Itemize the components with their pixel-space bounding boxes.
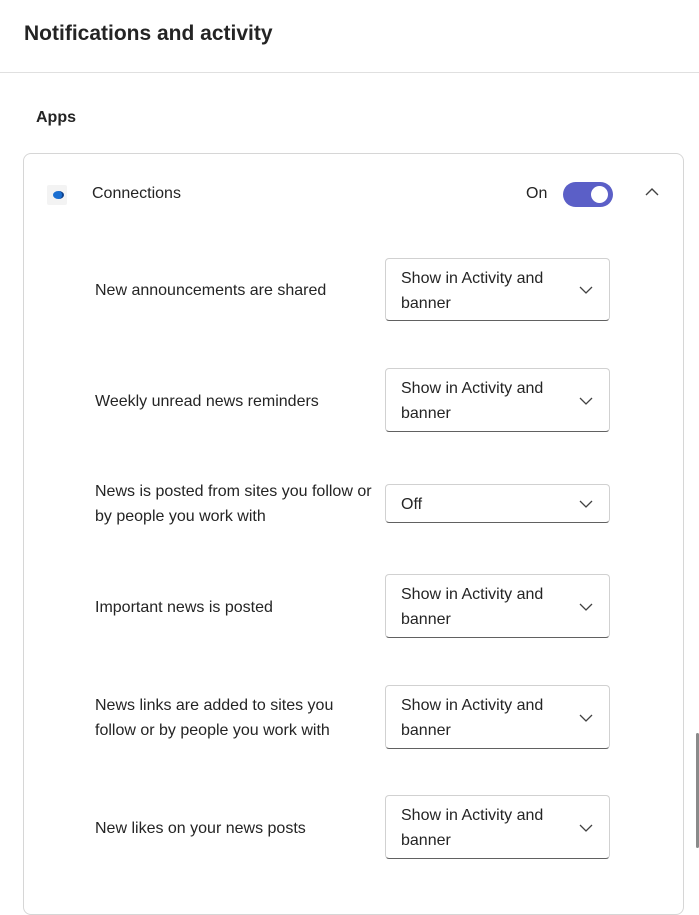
chevron-down-icon (577, 709, 595, 727)
connections-app-icon (47, 185, 67, 205)
dropdown-value: Show in Activity and banner (401, 270, 544, 312)
section-title: Apps (36, 109, 76, 126)
notification-dropdown[interactable] (385, 484, 610, 523)
app-name: Connections (92, 185, 181, 202)
chevron-down-icon (577, 392, 595, 410)
chevron-down-icon (577, 819, 595, 837)
row-label: Important news is posted (95, 599, 273, 616)
dropdown-value: Show in Activity and banner (401, 586, 544, 628)
header-divider (0, 72, 699, 73)
row-label: Weekly unread news reminders (95, 393, 319, 410)
row-label: New announcements are shared (95, 282, 327, 299)
dropdown-value: Show in Activity and banner (401, 380, 544, 422)
page-title: Notifications and activity (24, 22, 273, 45)
notification-dropdown[interactable] (385, 685, 610, 749)
notification-dropdown[interactable] (385, 574, 610, 638)
notification-dropdown[interactable] (385, 795, 610, 859)
dropdown-value: Off (401, 496, 423, 513)
notification-dropdown[interactable] (385, 368, 610, 432)
chevron-down-icon (577, 281, 595, 299)
notification-dropdown[interactable] (385, 258, 610, 321)
chevron-down-icon (577, 495, 595, 513)
row-label: New likes on your news posts (95, 820, 306, 837)
chevron-up-icon[interactable] (643, 183, 661, 201)
app-notifications-toggle[interactable] (563, 182, 613, 207)
row-label: News links are added to sites you follow or by people you work with (95, 697, 334, 739)
row-label: News is posted from sites you follow or by people you work with (95, 483, 372, 525)
chevron-down-icon (577, 598, 595, 616)
toggle-label: On (526, 185, 548, 202)
dropdown-value: Show in Activity and banner (401, 807, 544, 849)
dropdown-value: Show in Activity and banner (401, 697, 544, 739)
